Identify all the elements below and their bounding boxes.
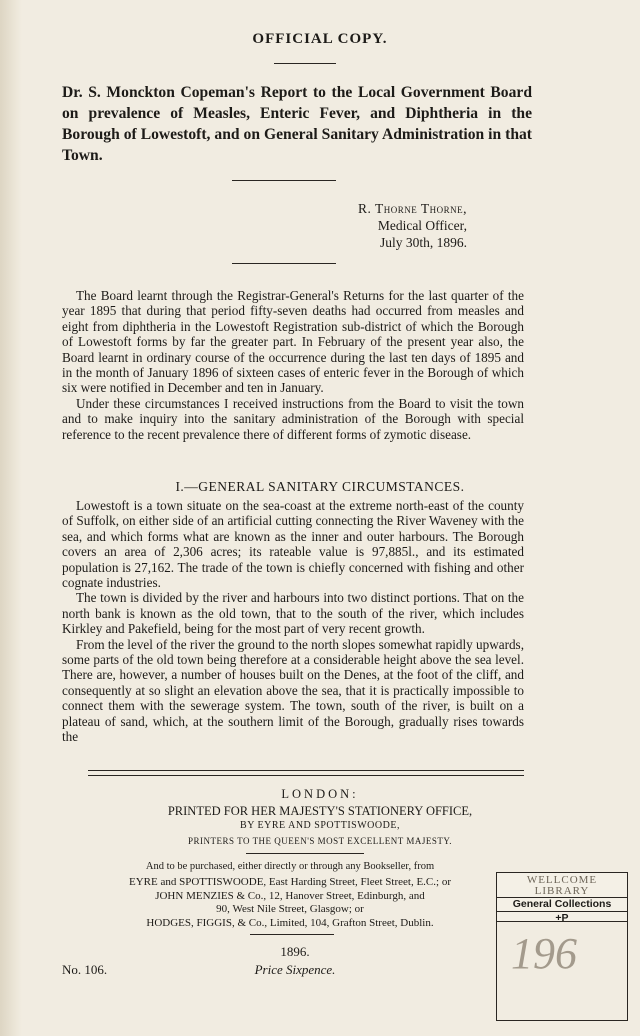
stamp-code-text: +P xyxy=(497,911,627,924)
footer-number: No. 106. xyxy=(62,962,108,977)
stamp-number-box xyxy=(496,920,628,1021)
imprint-seller: 90, West Nile Street, Glasgow; or xyxy=(216,903,364,915)
stamp-library-text: LIBRARY xyxy=(534,885,590,897)
section-text xyxy=(62,498,524,745)
intro-paragraph: Under these circumstances I received instructions from the Board to visit the town and to make inquiry into the sanitary administration of the Borough with special reference to the recent prevalence there of different forms of zymotic disease. xyxy=(62,395,524,442)
imprint-purchase: And to be purchased, either directly or through any Bookseller, from xyxy=(145,861,435,872)
library-stamp xyxy=(496,872,628,922)
footer-price: Price Sixpence. xyxy=(254,962,336,977)
imprint-double-rule xyxy=(88,770,524,776)
stamp-handwritten-number: 196 xyxy=(511,929,577,978)
signature-block xyxy=(358,200,467,251)
footer-year: 1896. xyxy=(280,944,310,959)
imprint-printers: PRINTERS TO THE QUEEN'S MOST EXCELLENT MAJESTY. xyxy=(188,836,452,846)
imprint-printed-for: PRINTED FOR HER MAJESTY'S STATIONERY OFFICE, xyxy=(167,804,473,818)
signature-name: R. Thorne Thorne, xyxy=(357,201,467,216)
stamp-collection-text: General Collections xyxy=(497,897,627,911)
signature-role: Medical Officer, xyxy=(377,218,467,233)
signature-date: July 30th, 1896. xyxy=(379,235,467,250)
signature-rule xyxy=(232,263,336,264)
section-paragraph: From the level of the river the ground to the north slopes somewhat rapidly upwards, some parts of the old town being therefore at a considerable height above the sea level. There are, however, a number of houses built on the Denes, at the foot of the cliff, and consequently at so slight an elevation above the sea, that it is practically impossible to connect them with the sewerage system. The town, south of the river, is built on a plateau of sand, which, at the southern limit of the Borough, gradually rises towards the xyxy=(62,636,524,745)
official-copy-label: OFFICIAL COPY. xyxy=(252,31,388,47)
stamp-top-text: WELLCOME xyxy=(526,874,598,886)
report-title: Dr. S. Monckton Copeman's Report to the Local Government Board on prevalence of Measles, Enteric Fever, and Diphtheria in the Borough of Lowestoft, and on General Sanitary Administration in that Town. xyxy=(62,84,532,164)
footer-rule xyxy=(250,934,334,935)
imprint-by: BY EYRE AND SPOTTISWOODE, xyxy=(240,820,400,831)
section-paragraph: Lowestoft is a town situate on the sea-coast at the extreme north-east of the county of Suffolk, on either side of an artificial cutting connecting the River Waveney with the sea, and which forms what are known as the inner and outer harbours. The Borough covers an area of 2,306 acres; its rateable value is 97,885l., and its estimated population is 27,162. The trade of the town is chiefly concerned with fishing and other cognate industries. xyxy=(62,498,524,591)
imprint-seller: EYRE and SPOTTISWOODE, East Harding Street, Fleet Street, E.C.; or xyxy=(128,876,451,888)
intro-paragraph: The Board learnt through the Registrar-General's Returns for the last quarter of the year 1895 that during that period fifty-seven deaths had occurred from measles and eight from diphtheria in the Lowestoft Registration sub-district of which the Borough of Lowestoft forms by far the greater part. In February of the present year also, the Board learnt in ordinary course of the occurrence during the last ten days of 1895 and in the month of January 1896 of sixteen cases of enteric fever in the Borough of which six were notified in December and ten in January. xyxy=(62,288,524,396)
imprint-seller: JOHN MENZIES & Co., 12, Hanover Street, Edinburgh, and xyxy=(155,890,425,902)
intro-text xyxy=(62,288,524,442)
imprint-city: LONDON: xyxy=(281,787,359,801)
imprint-seller: HODGES, FIGGIS, & Co., Limited, 104, Grafton Street, Dublin. xyxy=(146,917,434,929)
title-rule xyxy=(232,180,336,181)
header-rule xyxy=(274,63,336,64)
section-paragraph: The town is divided by the river and harbours into two distinct portions. That on the north bank is known as the old town, that to the south of the river, which includes Kirkley and Pakefield, being for the most part of very recent growth. xyxy=(62,590,524,637)
imprint-rule xyxy=(246,853,364,854)
section-heading: I.—GENERAL SANITARY CIRCUMSTANCES. xyxy=(175,479,465,494)
